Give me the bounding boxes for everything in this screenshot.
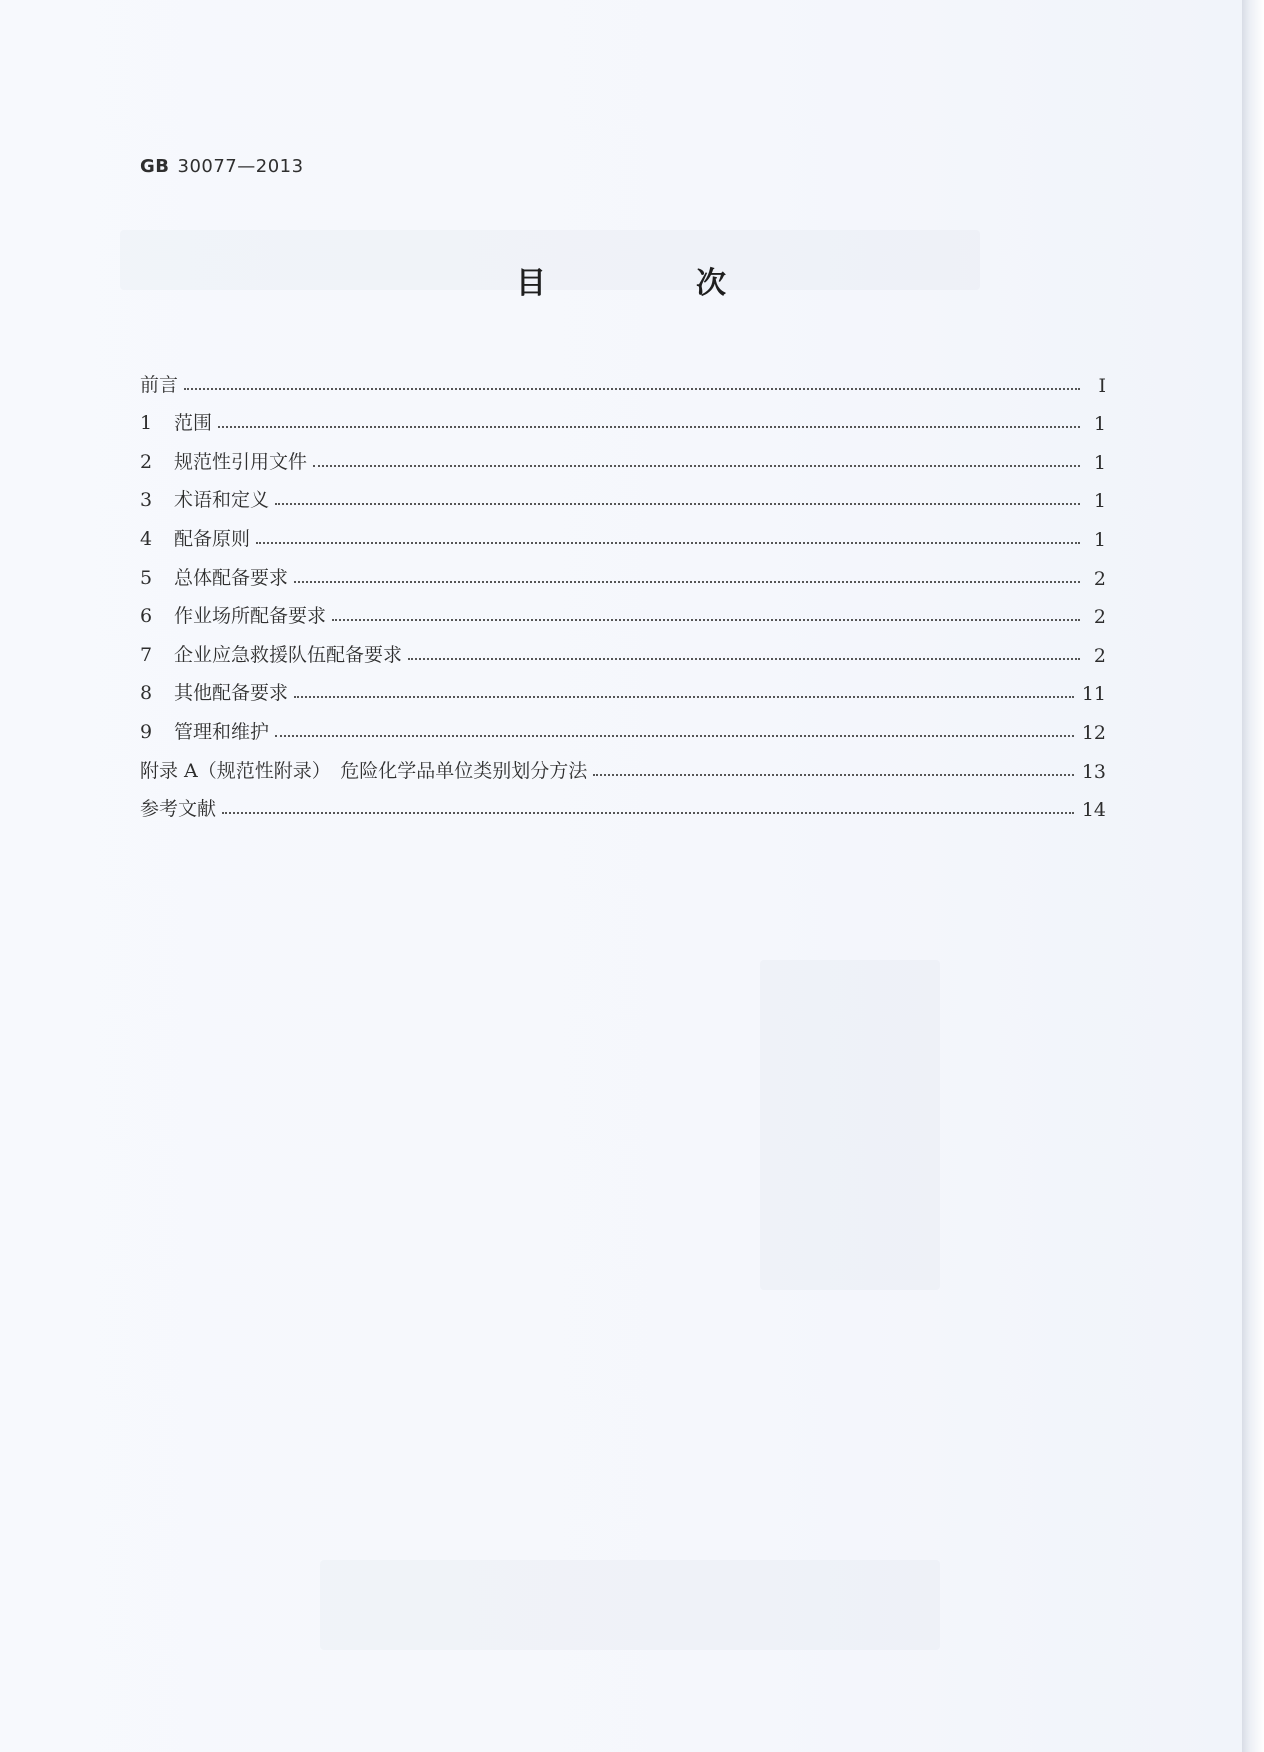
toc-entry-page: 2	[1093, 606, 1106, 629]
toc-entry-page: 1	[1093, 528, 1106, 551]
toc-entry-page: 2	[1093, 644, 1106, 667]
toc-entry-label: 附录 A（规范性附录） 危险化学品单位类别划分方法	[140, 759, 588, 782]
toc-leader-dots	[593, 774, 1074, 776]
toc-entry-label: 参考文献	[140, 798, 217, 821]
toc-entry-page: 12	[1081, 721, 1106, 744]
show-through-shadow	[760, 960, 940, 1290]
toc-leader-dots	[222, 812, 1074, 814]
toc-entry-terms-definitions[interactable]	[140, 474, 1106, 513]
toc-entry-label: 6 作业场所配备要求	[140, 605, 327, 628]
toc-entry-number: 4	[140, 527, 153, 550]
toc-leader-dots	[275, 735, 1074, 737]
toc-leader-dots	[294, 696, 1074, 698]
toc-leader-dots	[313, 465, 1080, 467]
toc-leader-dots	[184, 388, 1080, 390]
toc-entry-general-requirements[interactable]	[140, 551, 1106, 590]
toc-leader-dots	[408, 658, 1080, 660]
toc-entry-label: 8 其他配备要求	[140, 682, 289, 705]
toc-entry-rescue-team-requirements[interactable]	[140, 628, 1106, 667]
show-through-shadow	[320, 1560, 940, 1650]
toc-entry-label: 4 配备原则	[140, 527, 251, 550]
toc-entry-page: I	[1098, 374, 1106, 397]
toc-leader-dots	[275, 503, 1080, 505]
toc-entry-label: 3 术语和定义	[140, 489, 270, 512]
toc-entry-label: 9 管理和维护	[140, 720, 270, 743]
toc-entry-annex-a[interactable]	[140, 744, 1106, 783]
toc-leader-dots	[332, 619, 1080, 621]
toc-entry-number: 6	[140, 605, 153, 628]
toc-entry-principles[interactable]	[140, 512, 1106, 551]
toc-entry-label: 7 企业应急救援队伍配备要求	[140, 643, 403, 666]
toc-entry-label: 5 总体配备要求	[140, 566, 289, 589]
toc-entry-page: 13	[1081, 760, 1106, 783]
standard-prefix: GB	[140, 156, 170, 177]
toc-entry-number: 2	[140, 450, 153, 473]
toc-entry-scope[interactable]	[140, 397, 1106, 436]
toc-leader-dots	[294, 581, 1080, 583]
toc-entry-bibliography[interactable]	[140, 783, 1106, 822]
toc-entry-label: 前言	[140, 373, 179, 396]
toc-entry-number: 9	[140, 720, 153, 743]
toc-leader-dots	[256, 542, 1080, 544]
toc-entry-other-requirements[interactable]	[140, 667, 1106, 706]
toc-entry-number: 1	[140, 412, 153, 435]
toc-entry-page: 2	[1093, 567, 1106, 590]
toc-entry-management-maintenance[interactable]	[140, 705, 1106, 744]
toc-entry-label: 2 规范性引用文件	[140, 450, 308, 473]
toc-entry-workplace-requirements[interactable]	[140, 590, 1106, 629]
toc-title: 目 次	[516, 266, 786, 301]
toc-leader-dots	[218, 426, 1080, 428]
toc-entry-number: 7	[140, 643, 153, 666]
toc-entry-normative-references[interactable]	[140, 435, 1106, 474]
toc-entry-page: 1	[1093, 451, 1106, 474]
toc-entry-label: 1 范围	[140, 412, 213, 435]
toc-entry-foreword[interactable]	[140, 358, 1106, 397]
toc-entry-page: 14	[1081, 799, 1106, 822]
toc-entry-page: 11	[1081, 683, 1106, 706]
standard-code	[140, 156, 304, 177]
page-binding-edge	[1242, 0, 1264, 1752]
toc-entry-page: 1	[1093, 490, 1106, 513]
toc-entry-number: 3	[140, 489, 153, 512]
toc-entry-number: 8	[140, 682, 153, 705]
standard-number: 30077—2013	[177, 156, 304, 177]
toc-entry-page: 1	[1093, 413, 1106, 436]
table-of-contents	[140, 358, 1106, 821]
toc-entry-number: 5	[140, 566, 153, 589]
